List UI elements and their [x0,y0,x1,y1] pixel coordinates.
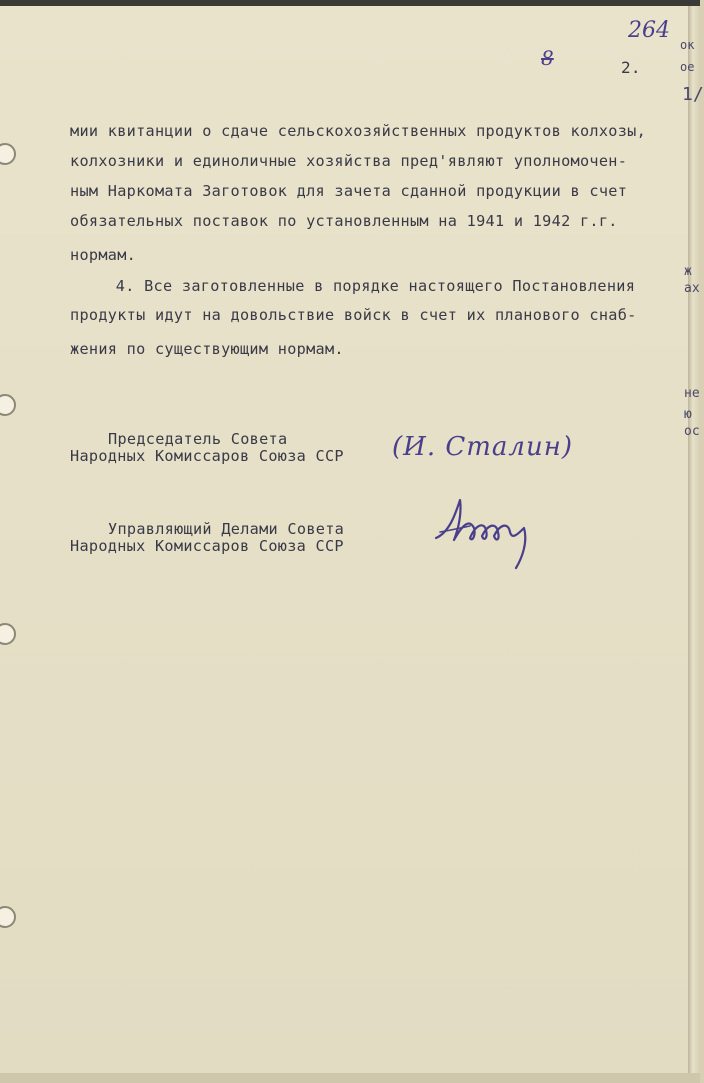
margin-fragment: ос [684,424,700,439]
margin-fragment: 1/ [682,84,704,105]
body-line: мии квитанции о сдаче сельскохозяйственных продуктов колхозы, [70,122,647,140]
body-line: жения по существующим нормам. [70,340,344,358]
chairman-title-line2: Народных Комиссаров Союза ССР [70,447,344,465]
margin-fragment: ок [680,38,695,52]
body-line: нормам. [70,246,137,264]
margin-fragment: ах [684,281,700,296]
body-line: продукты идут на довольствие войск в счет их планового снаб- [70,306,637,324]
page-edge [688,0,700,1083]
margin-fragment: не [684,386,700,401]
body-line: обязательных поставок по установленным на 1941 и 1942 г.г. [70,212,618,230]
struck-page-number: 8 [541,46,554,70]
chairman-title: Председатель Совета [108,430,288,448]
page-number: 2. [621,58,641,77]
margin-fragment: ю [684,407,692,422]
body-line: колхозники и единоличные хозяйства пред'являют уполномочен- [70,152,628,170]
manager-signature [430,492,540,574]
body-line: 4. Все заготовленные в порядке настоящего Постановления [78,277,636,295]
manager-title: Управляющий Делами Совета [108,520,345,538]
manager-title-line2: Народных Комиссаров Союза ССР [70,537,344,555]
margin-fragment: ж [684,264,692,279]
scan-border [0,0,700,6]
margin-fragment: ое [680,60,695,74]
body-line: ным Наркомата Заготовок для зачета сданной продукции в счет [70,182,628,200]
archive-number: 264 [628,18,670,43]
page-bottom-edge [0,1073,700,1083]
chairman-signature: (И. Сталин) [392,432,573,462]
